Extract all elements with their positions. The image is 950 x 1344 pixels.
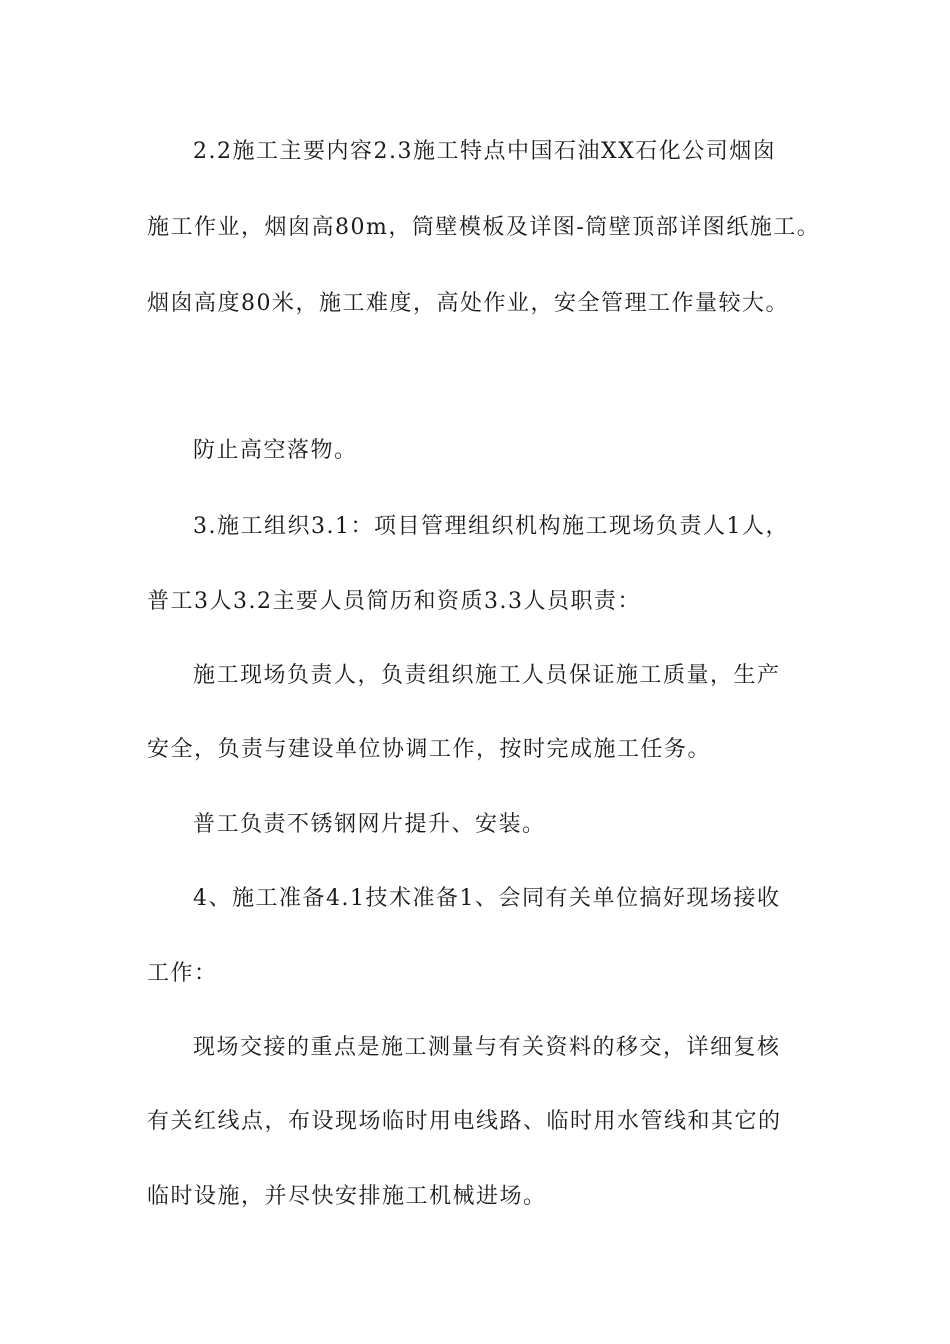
text-line-2: 施工作业，烟囱高80m，筒壁模板及详图-筒壁顶部详图纸施工。 (147, 215, 821, 240)
text-line-12: 现场交接的重点是施工测量与有关资料的移交，详细复核 (193, 1035, 781, 1060)
text-line-1: 2.2施工主要内容2.3施工特点中国石油XX石化公司烟囱 (193, 139, 777, 164)
text-line-13: 有关红线点，布设现场临时用电线路、临时用水管线和其它的 (147, 1109, 782, 1134)
text-line-3: 烟囱高度80米，施工难度，高处作业，安全管理工作量较大。 (147, 291, 789, 316)
text-line-11: 工作： (147, 961, 218, 986)
text-line-5: 3.施工组织3.1：项目管理组织机构施工现场负责人1人， (193, 514, 789, 539)
text-line-7: 施工现场负责人，负责组织施工人员保证施工质量，生产 (193, 663, 781, 688)
text-line-6: 普工3人3.2主要人员简历和资质3.3人员职责： (147, 589, 641, 614)
text-line-8: 安全，负责与建设单位协调工作，按时完成施工任务。 (147, 737, 712, 762)
text-line-14: 临时设施，并尽快安排施工机械进场。 (147, 1184, 547, 1209)
text-line-9: 普工负责不锈钢网片提升、安装。 (193, 812, 546, 837)
text-line-10: 4、施工准备4.1技术准备1、会同有关单位搞好现场接收 (193, 886, 781, 911)
text-line-4: 防止高空落物。 (193, 438, 358, 463)
